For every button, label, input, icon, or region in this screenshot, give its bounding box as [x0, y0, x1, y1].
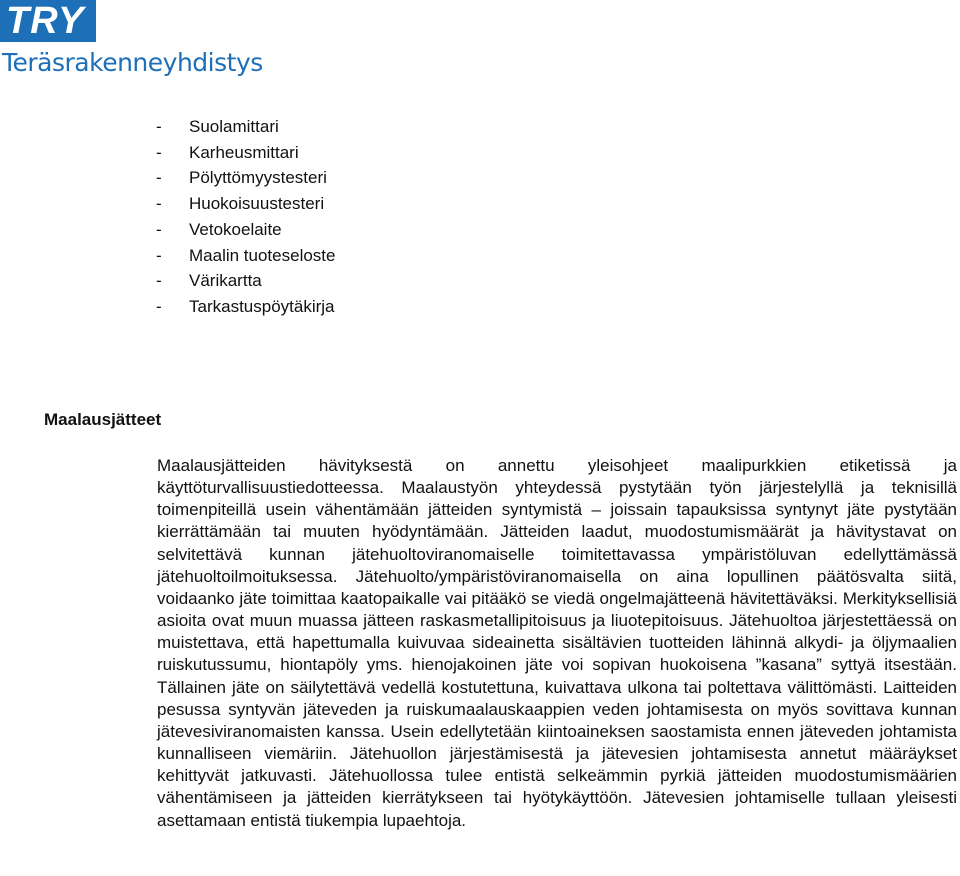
list-item-text: Maalin tuoteseloste [189, 245, 336, 265]
list-bullet: - [156, 271, 162, 291]
list-item [156, 165, 335, 191]
list-bullet: - [156, 117, 162, 136]
list-item-text: Huokoisuustesteri [189, 194, 325, 214]
list-item [156, 268, 335, 294]
list-bullet: - [156, 168, 162, 188]
organization-name: Teräsrakenneyhdistys [2, 48, 263, 77]
section-heading: Maalausjätteet [44, 410, 162, 429]
list-item [156, 217, 335, 243]
list-bullet: - [156, 194, 162, 214]
list-item-text: Tarkastuspöytäkirja [189, 296, 335, 316]
equipment-list [156, 114, 335, 320]
list-item-text: Vetokoelaite [189, 219, 282, 239]
list-item [156, 294, 335, 320]
logo-badge [0, 0, 96, 42]
organization-logo [0, 0, 280, 90]
list-item [156, 140, 335, 166]
list-item-text: Pölyttömyystesteri [189, 168, 327, 188]
list-item-text: Värikartta [189, 271, 262, 291]
list-item [156, 191, 335, 217]
list-item [156, 114, 335, 140]
list-bullet: - [156, 296, 162, 316]
logo-acronym: TRY [6, 0, 85, 42]
list-bullet: - [156, 142, 162, 162]
section-body: Maalausjätteiden hävityksestä on annettu yleisohjeet maalipurkkien etiketissä ja käyttöturvallisuustiedotteessa. Maalaustyön yhteydessä pystytään työn järjestelyllä ja teknisillä toimenpiteillä usein vähentämään jätteiden syntymistä – joissain tapauksissa syntynyt jäte pystytään kierrättämään tai muuten hyödyntämään. Jätteiden laadut, muodostumismäärät ja hävitystavat on selvitettävä kunnan jätehuoltoviranomaiselle toimitettavassa ympäristöluvan edellyttämässä jätehuoltoilmoituksessa. Jätehuolto/ympäristöviranomaisella on aina lopullinen päätösvalta siitä, voidaanko jäte toimittaa kaatopaikalle vai pitääkö se viedä ongelmajätteenä hävitettäväksi. Merkityksellisiä asioita ovat muun muassa jätteen raskasmetallipitoisuus ja liuotepitoisuus. Jätehuoltoa järjestettäessä on muistettava, että hapettumalla kuivuvaa sideainetta sisältävien tuotteiden lähinnä alkydi- ja öljymaalien ruiskutussumu, hiontapöly yms. hienojakoinen jäte voi sopivan huokoisena ”kasana” syttyä itsestään. Tällainen jäte on säilytettävä vedellä kostutettuna, kuivattava ulkona tai poltettava välittömästi. Laitteiden pesussa syntyvän jäteveden ja ruiskumaalauskaappien veden johtamisesta on myös sovittava kunnan jätevesiviranomaisten kanssa. Usein edellytetään kiintoaineksen saostamista ennen jäteveden johtamista kunnalliseen viemäriin. Jätehuollon järjestämisestä ja jätevesien johtamisesta annetut määräykset kehittyvät jatkuvasti. Jätehuollossa tulee entistä selkeämmin pyrkiä jätteiden muodostumismäärien vähentämiseen ja jätteiden kierrätykseen tai hyötykäyttöön. Jätevesien johtamiselle tullaan yleisesti asettamaan entistä tiukempia lupaehtoja. [157, 456, 957, 830]
list-item-text: Karheusmittari [189, 142, 299, 162]
list-item [156, 243, 335, 269]
list-item-text: Suolamittari [189, 117, 279, 136]
list-bullet: - [156, 219, 162, 239]
list-bullet: - [156, 245, 162, 265]
